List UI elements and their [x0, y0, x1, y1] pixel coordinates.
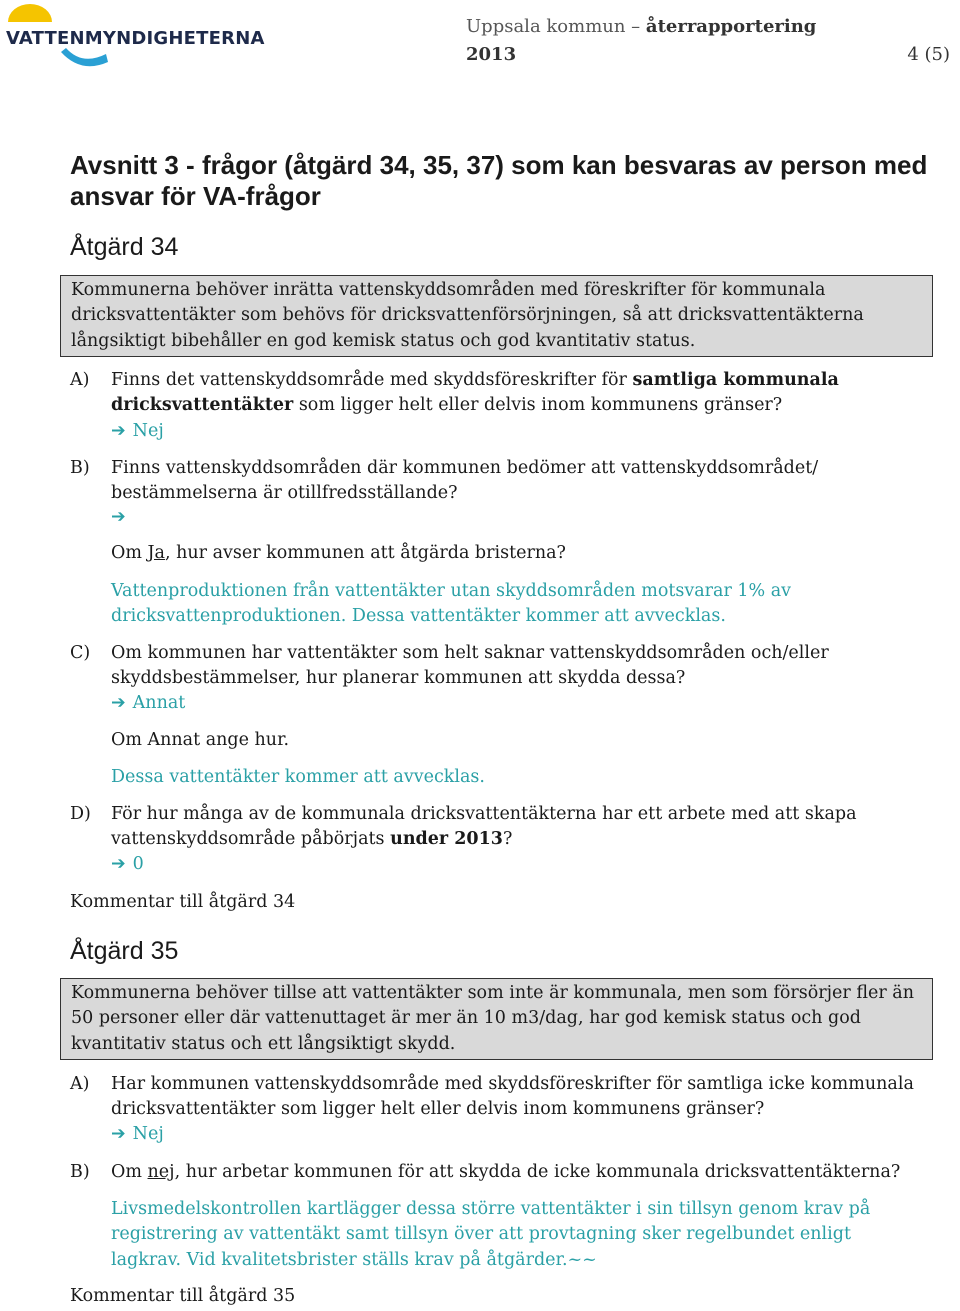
comment-35: Kommentar till åtgärd 35: [70, 1286, 296, 1306]
question-label: D): [70, 804, 91, 824]
question-label: A): [70, 370, 90, 390]
question-35a: Har kommunen vattenskyddsområde med skyddsföreskrifter för samtliga icke kommunala dricksvattentäkter som ligger helt eller delvis inom kommunens gränser?: [111, 1074, 914, 1120]
header-title: Uppsala kommun – återrapportering: [466, 16, 817, 37]
answer-34c: ➔ Annat: [111, 693, 186, 713]
question-34a: Finns det vattenskyddsområde med skyddsföreskrifter för samtliga kommunala dricksvattentäkter som ligger helt eller delvis inom kommunens gränser?: [111, 370, 839, 416]
arrow-right-icon: ➔: [111, 693, 126, 713]
atgard-34-heading: Åtgärd 34: [70, 233, 179, 261]
atgard-35-heading: Åtgärd 35: [70, 937, 179, 965]
question-label: B): [70, 1162, 90, 1182]
answer-35b: Livsmedelskontrollen kartlägger dessa större vattentäkter i sin tillsyn genom krav på registrering av vattentäkt samt tillsyn över att provtagning sker regelbundet enligt lagkrav. Vid kvalitetsbrister ställs krav på åtgärder.~~: [111, 1199, 871, 1270]
followup-34b: Om Ja, hur avser kommunen att åtgärda bristerna?: [111, 543, 566, 563]
page-number: 4 (5): [907, 44, 950, 65]
followup-answer-34c: Dessa vattentäkter kommer att avvecklas.: [111, 767, 485, 787]
answer-34a: ➔ Nej: [111, 421, 164, 441]
question-label: B): [70, 458, 90, 478]
arrow-right-icon: ➔: [111, 507, 126, 527]
header-year: 2013: [466, 44, 517, 65]
atgard-34-description: Kommunerna behöver inrätta vattenskyddsområden med föreskrifter för kommunala dricksvattentäkter som behövs för dricksvattenförsörjningen, så att dricksvattentäkterna långsiktigt bibehåller en god kemisk status och god kvantitativ status.: [60, 275, 933, 357]
question-label: C): [70, 643, 91, 663]
logo-text: VATTENMYNDIGHETERNA: [6, 28, 265, 49]
question-34b: Finns vattenskyddsområden där kommunen bedömer att vattenskyddsområdet/ bestämmelserna är otillfredsställande?: [111, 458, 819, 504]
answer-34d: ➔ 0: [111, 854, 144, 874]
question-label: A): [70, 1074, 90, 1094]
logo: [6, 2, 306, 76]
answer-34b: [111, 505, 133, 530]
atgard-35-description: Kommunerna behöver tillse att vattentäkter som inte är kommunala, men som försörjer fler än 50 personer eller där vattenuttaget är mer än 10 m3/dag, har god kemisk status och god kvantitativ status och ett långsiktigt skydd.: [60, 978, 933, 1060]
answer-35a: ➔ Nej: [111, 1124, 164, 1144]
question-35b: Om nej, hur arbetar kommunen för att skydda de icke kommunala dricksvattentäkterna?: [111, 1162, 901, 1182]
arrow-right-icon: ➔: [111, 854, 126, 874]
followup-34c: Om Annat ange hur.: [111, 730, 290, 750]
arrow-right-icon: ➔: [111, 421, 126, 441]
comment-34: Kommentar till åtgärd 34: [70, 892, 296, 912]
followup-answer-34b: Vattenproduktionen från vattentäkter utan skyddsområden motsvarar 1% av dricksvattenproduktionen. Dessa vattentäkter kommer att avvecklas.: [111, 581, 792, 627]
section-heading: Avsnitt 3 - frågor (åtgärd 34, 35, 37) som kan besvaras av person med ansvar för VA-frågor: [70, 150, 928, 211]
arrow-right-icon: ➔: [111, 1124, 126, 1144]
question-34d: För hur många av de kommunala dricksvattentäkterna har ett arbete med att skapa vattenskyddsområde påbörjats under 2013?: [111, 804, 857, 850]
question-34c: Om kommunen har vattentäkter som helt saknar vattenskyddsområden och/eller skyddsbestämmelser, hur planerar kommunen att skydda dessa?: [111, 643, 829, 689]
